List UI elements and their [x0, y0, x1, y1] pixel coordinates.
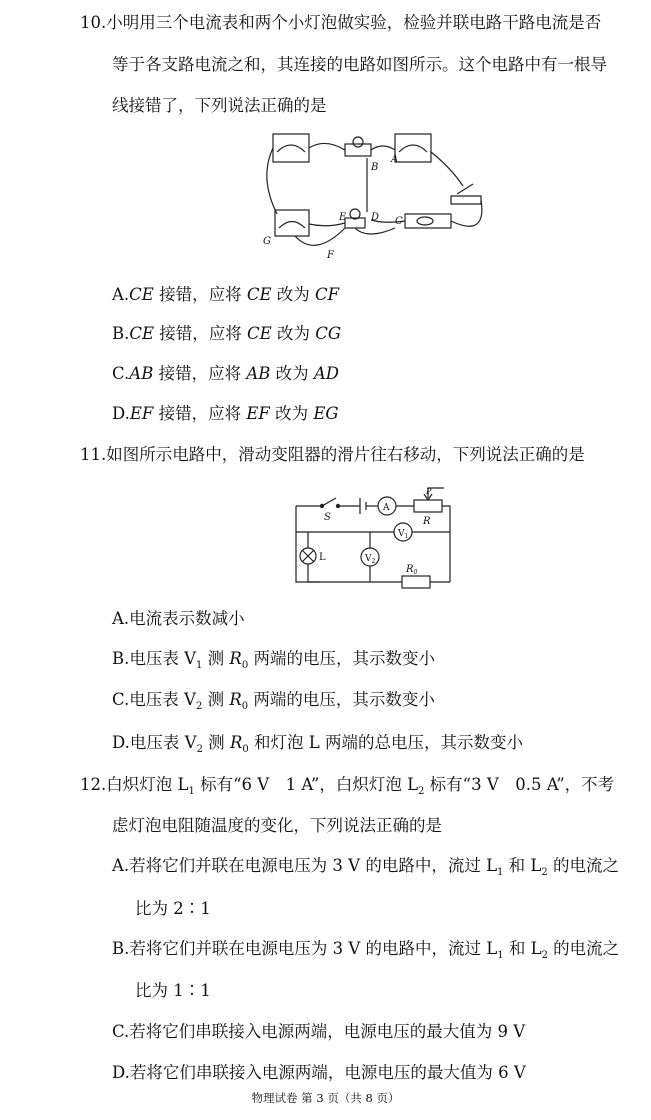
q12-option-a-line2: 比为 2∶1: [135, 899, 211, 918]
q10-option-a: A.CE 接错，应将 CE 改为 CF: [112, 285, 340, 304]
svg-text:R0: $R_0$: [406, 564, 418, 576]
q10-number: 10.: [80, 13, 107, 32]
label-G: G: [263, 236, 271, 247]
svg-text:R: R: [423, 516, 431, 527]
q11-option-c: C.电压表 $V_2$ 测 $R_0$ 两端的电压，其示数变小: [112, 690, 435, 712]
q10-option-d: D.EF 接错，应将 EF 改为 EG: [112, 404, 339, 423]
q11-stem: 11.如图所示电路中，滑动变阻器的滑片往右移动，下列说法正确的是: [80, 445, 585, 464]
page-footer: 物理试卷 第 3 页（共 8 页）: [251, 1091, 400, 1105]
q12-stem-line1: 12.白炽灯泡 $L_1$ 标有“6 V 1 A”，白炽灯泡 $L_2$ 标有“3 V 0.5 A”，不考: [80, 775, 615, 797]
rheostat: [414, 500, 442, 512]
q12-option-b-line2: 比为 1∶1: [135, 981, 211, 1000]
q11-circuit-diagram: [290, 482, 460, 590]
svg-text:V1: $V_1$: [398, 529, 409, 540]
svg-text:P: P: [426, 487, 432, 496]
switch: [451, 196, 481, 204]
label-A: A: [391, 154, 399, 165]
q12-number: 12.: [80, 775, 107, 794]
q12-option-d: D.若将它们串联接入电源两端，电源电压的最大值为 6 V: [112, 1063, 526, 1082]
ammeter-bottom-left: [275, 210, 309, 236]
svg-text:L: L: [319, 552, 326, 563]
label-C: C: [395, 216, 403, 227]
label-E: E: [339, 212, 347, 223]
label-B: B: [371, 162, 379, 173]
q10-stem-line1: 10.小明用三个电流表和两个小灯泡做实验，检验并联电路干路电流是否: [80, 13, 602, 32]
label-F: F: [327, 250, 334, 260]
ammeter-top-right: [395, 134, 431, 162]
ammeter-top-left: [273, 134, 309, 162]
q11-option-b: B.电压表 $V_1$ 测 $R_0$ 两端的电压，其示数变小: [112, 649, 435, 671]
q11-number: 11.: [80, 445, 107, 464]
svg-text:S: S: [324, 512, 331, 523]
label-D: D: [371, 212, 380, 223]
q11-option-a: A.电流表示数减小: [112, 609, 245, 628]
q10-stem-line2: 等于各支路电流之和，其连接的电路如图所示。这个电路中有一根导: [112, 55, 607, 74]
q10-stem-line3: 线接错了，下列说法正确的是: [112, 96, 327, 115]
q12-option-c: C.若将它们串联接入电源两端，电源电压的最大值为 9 V: [112, 1022, 526, 1041]
q10-option-b: B.CE 接错，应将 CE 改为 CG: [112, 324, 342, 343]
q10-circuit-figure: [255, 128, 495, 260]
q12-option-b: B.若将它们并联在电源电压为 3 V 的电路中，流过 $L_1$ 和 $L_2$ 的电流之: [112, 939, 620, 961]
q11-option-d: D.电压表 $V_2$ 测 $R_0$ 和灯泡 L 两端的总电压，其示数变小: [112, 733, 523, 755]
battery: [405, 214, 451, 228]
q12-stem-line2: 虑灯泡电阻随温度的变化，下列说法正确的是: [112, 816, 442, 835]
q12-option-a: A.若将它们并联在电源电压为 3 V 的电路中，流过 $L_1$ 和 $L_2$ 的电流之: [112, 856, 619, 878]
svg-text:A: A: [383, 503, 390, 513]
switch-lever: [322, 498, 336, 506]
q10-option-c: C.AB 接错，应将 AB 改为 AD: [112, 364, 340, 383]
resistor-R0: [402, 576, 430, 588]
lamp-top: [345, 144, 371, 156]
svg-text:V2: $V_2$: [365, 554, 376, 565]
